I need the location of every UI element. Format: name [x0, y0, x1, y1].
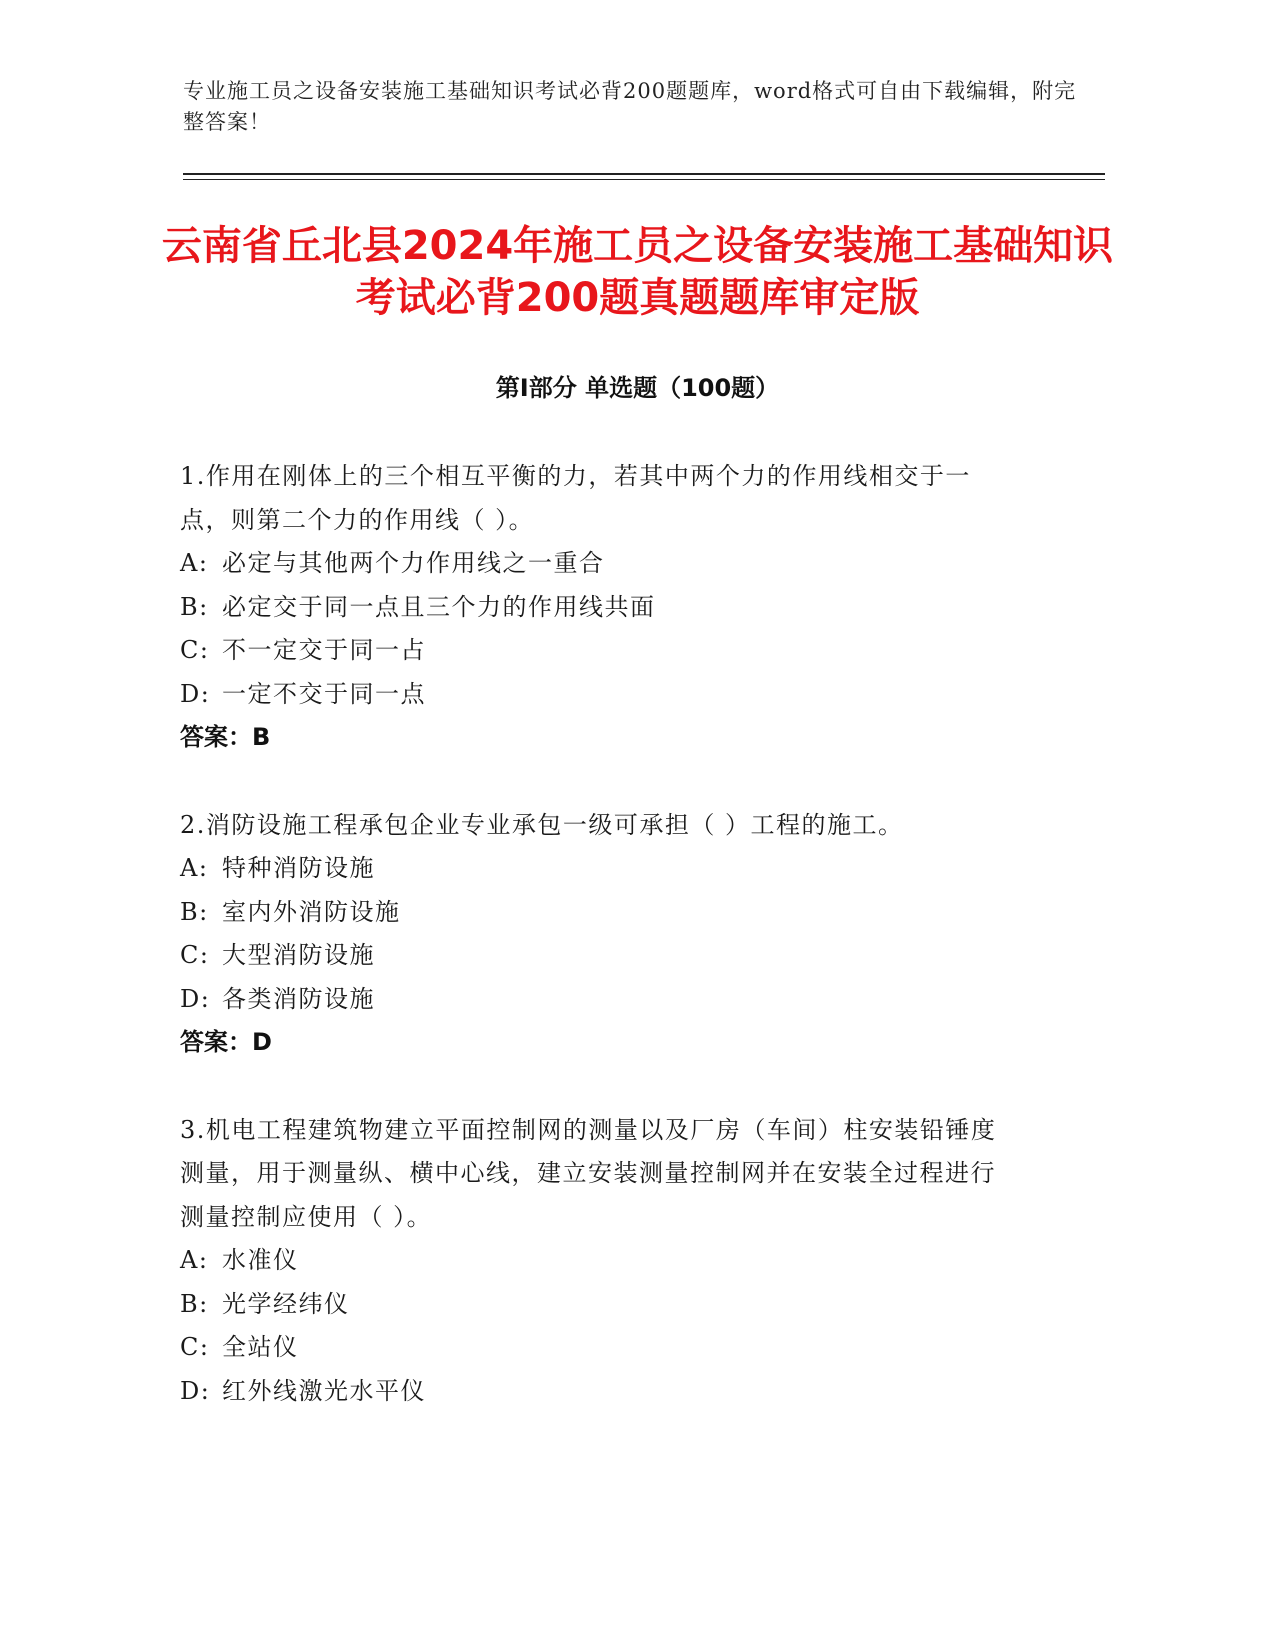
option-a	[180, 542, 1020, 586]
option-text: 必定交于同一点且三个力的作用线共面	[222, 592, 656, 621]
option-c	[180, 629, 1020, 673]
option-label: B:	[180, 592, 209, 621]
header-divider-thin	[183, 179, 1105, 180]
option-label: B:	[180, 1289, 209, 1318]
option-a	[180, 1239, 1020, 1283]
option-c	[180, 1326, 1020, 1370]
question-item	[180, 455, 1020, 760]
option-d	[180, 978, 1020, 1022]
question-stem: 2.消防设施工程承包企业专业承包一级可承担（ ）工程的施工。	[180, 810, 904, 839]
option-text: 红外线激光水平仪	[222, 1376, 426, 1405]
document-title: 云南省丘北县2024年施工员之设备安装施工基础知识考试必背200题真题题库审定版	[161, 223, 1114, 321]
option-label: B:	[180, 897, 209, 926]
option-text: 水准仪	[222, 1246, 299, 1274]
question-stem: 1.作用在刚体上的三个相互平衡的力，若其中两个力的作用线相交于一点，则第二个力的作用线（ ）。	[180, 462, 971, 534]
option-b	[180, 1283, 1020, 1327]
option-text: 光学经纬仪	[222, 1289, 350, 1318]
option-text: 全站仪	[222, 1333, 299, 1361]
option-label: A:	[180, 854, 209, 882]
answer-line: 答案：B	[180, 723, 271, 751]
option-b	[180, 586, 1020, 630]
option-text: 大型消防设施	[222, 941, 375, 969]
option-text: 必定与其他两个力作用线之一重合	[222, 549, 605, 577]
option-text: 不一定交于同一占	[222, 636, 426, 664]
header-note: 专业施工员之设备安装施工基础知识考试必背200题题库，word格式可自由下载编辑，附完整答案！	[183, 79, 1077, 134]
option-label: C:	[180, 1333, 210, 1361]
option-c	[180, 934, 1020, 978]
option-text: 特种消防设施	[222, 854, 375, 882]
question-item	[180, 1109, 1020, 1414]
question-list	[180, 455, 1020, 1457]
option-label: D:	[180, 984, 211, 1013]
answer-line: 答案：D	[180, 1028, 272, 1056]
option-label: D:	[180, 679, 211, 708]
option-text: 各类消防设施	[222, 984, 375, 1013]
header-divider-thick	[183, 173, 1105, 175]
question-item	[180, 804, 1020, 1065]
option-d	[180, 673, 1020, 717]
option-label: A:	[180, 1246, 209, 1274]
section-heading: 第Ⅰ部分 单选题（100题）	[495, 374, 780, 402]
question-stem: 3.机电工程建筑物建立平面控制网的测量以及厂房（车间）柱安装铅锤度测量，用于测量纵、横中心线，建立安装测量控制网并在安装全过程进行测量控制应使用（ ）。	[180, 1115, 997, 1231]
option-text: 一定不交于同一点	[222, 679, 426, 708]
option-label: A:	[180, 549, 209, 577]
option-label: C:	[180, 636, 210, 664]
option-b	[180, 891, 1020, 935]
option-a	[180, 847, 1020, 891]
option-label: C:	[180, 941, 210, 969]
option-label: D:	[180, 1376, 211, 1405]
option-text: 室内外消防设施	[222, 897, 401, 926]
option-d	[180, 1370, 1020, 1414]
